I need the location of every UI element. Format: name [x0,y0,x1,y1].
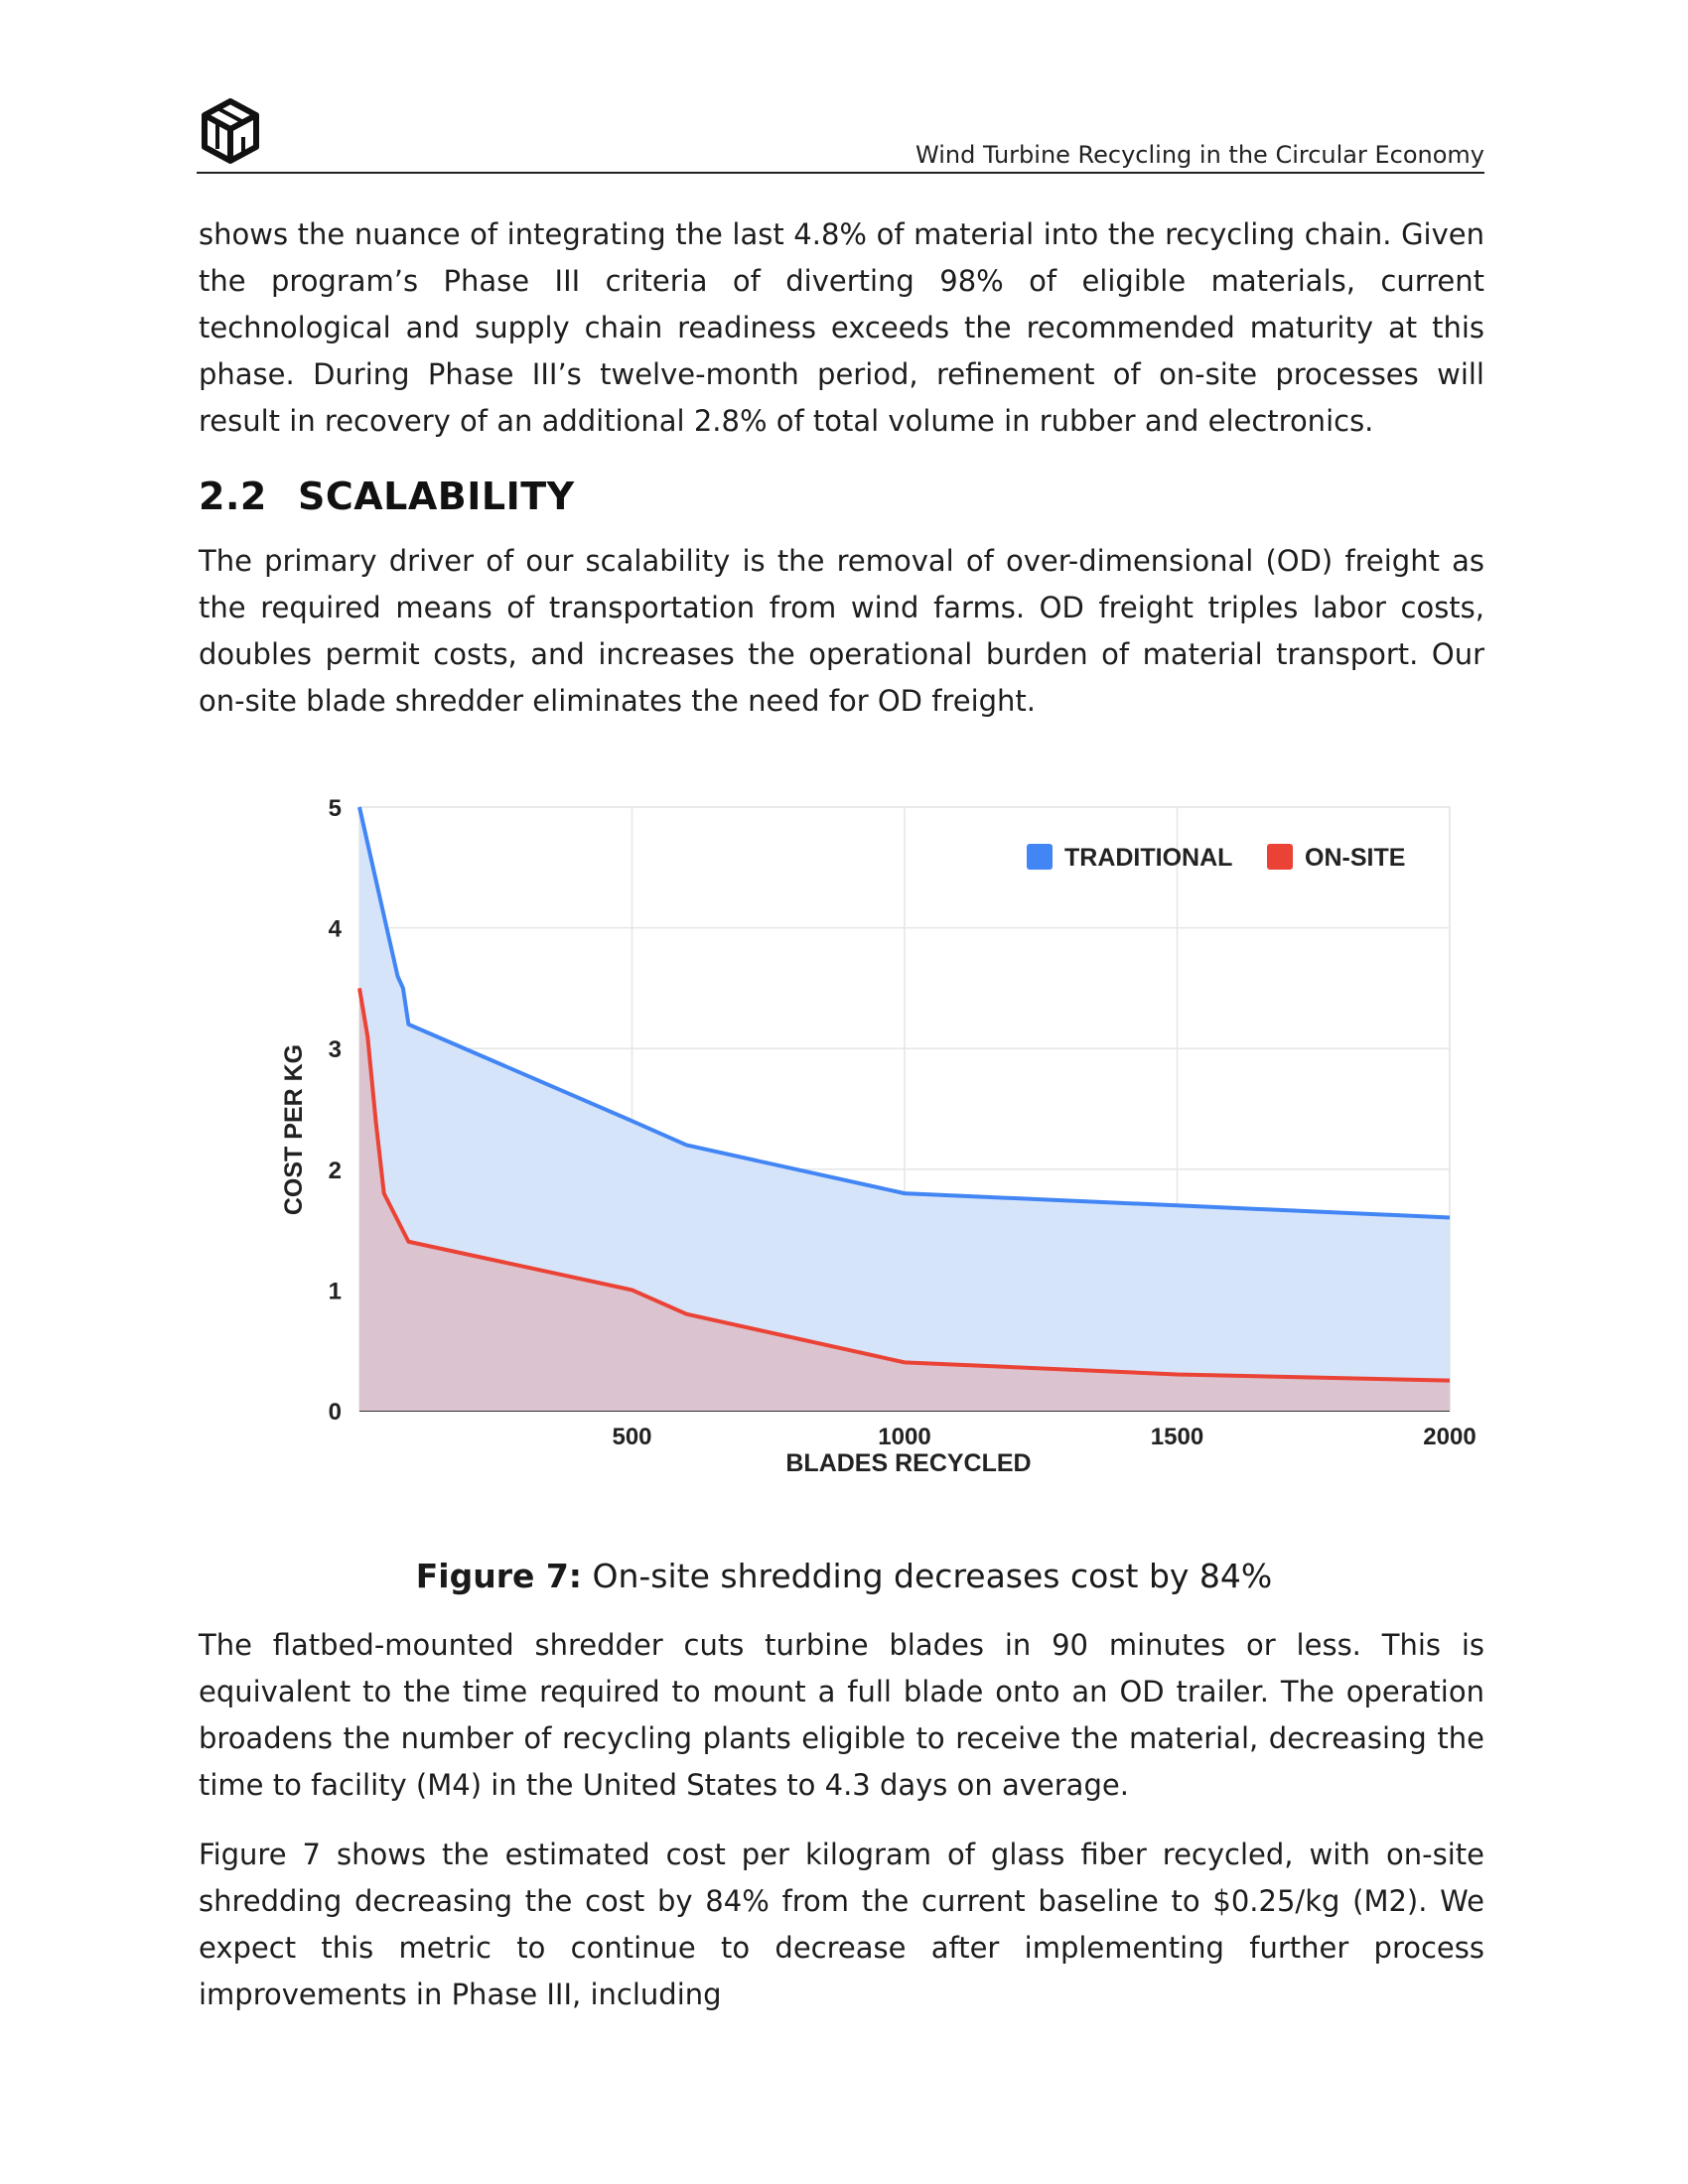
y-axis-label: COST PER KG [280,1043,308,1216]
x-tick-label: 1000 [878,1424,931,1450]
header-divider [197,172,1484,174]
y-tick-label: 0 [328,1399,342,1426]
legend-swatch-on-site [1267,844,1293,870]
y-tick-label: 5 [328,795,342,822]
x-tick-label: 2000 [1423,1424,1477,1450]
y-tick-label: 2 [328,1157,342,1184]
figure-caption-text: On-site shredding decreases cost by 84% [582,1557,1273,1595]
section-number: 2.2 [199,475,267,518]
body-paragraph-4: Figure 7 shows the estimated cost per kilogram of glass fiber recycled, with on-site shredding decreasing the cost by 84% from the current baseline to $0.25/kg (M2). We expect this metric to continue to decrease after implementing further process improvements in Phase III, including [199,1838,1484,2011]
section-title: SCALABILITY [298,475,575,518]
x-tick-label: 1500 [1150,1424,1204,1450]
figure-caption [0,1557,1688,1595]
y-tick-label: 4 [328,915,342,943]
body-paragraph-2: The primary driver of our scalability is the removal of over-dimensional (OD) freight as the required means of transportation from wind farms. OD freight triples labor costs, doubles permit costs, and increases the operational burden of material transport. Our on-site blade shredder eliminates the need for OD freight. [199,544,1484,718]
section-heading [199,475,575,518]
y-tick-label: 3 [328,1036,342,1064]
cost-per-kg-chart [268,782,1489,1497]
chart-legend [1027,844,1405,872]
cube-logo-icon [199,97,262,167]
x-tick-label: 500 [612,1424,652,1450]
body-paragraph-1: shows the nuance of integrating the last 4.8% of material into the recycling chain. Given the program’s Phase III criteria of diverting 98% of eligible materials, current technological and supply chain readiness exceeds the recommended maturity at this phase. During Phase III’s twelve-month period, refinement of on-site processes will result in recovery of an additional 2.8% of total volume in rubber and electronics. [199,217,1484,438]
running-header-title: Wind Turbine Recycling in the Circular Economy [915,141,1484,169]
y-tick-label: 1 [328,1278,342,1305]
legend-label-on-site: ON-SITE [1305,844,1406,872]
legend-label-traditional: TRADITIONAL [1064,844,1233,872]
figure-label: Figure 7: [415,1557,582,1595]
legend-swatch-traditional [1027,844,1053,870]
body-paragraph-3: The flatbed-mounted shredder cuts turbine blades in 90 minutes or less. This is equivalent to the time required to mount a full blade onto an OD trailer. The operation broadens the number of recycling plants eligible to receive the material, decreasing the time to facility (M4) in the United States to 4.3 days on average. [199,1628,1484,1802]
x-axis-label: BLADES RECYCLED [785,1449,1032,1477]
